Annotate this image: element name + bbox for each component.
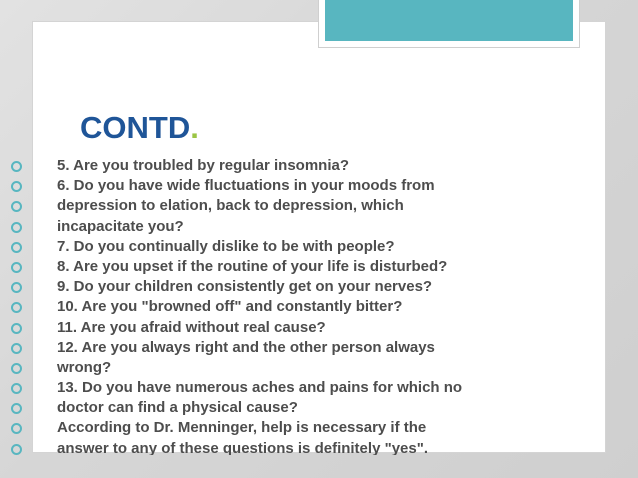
bullet-text: doctor can find a physical cause? [57, 399, 298, 417]
bullet-text: 8. Are you upset if the routine of your life is disturbed? [57, 257, 448, 275]
bullet-item [0, 398, 638, 418]
bullet-item [0, 338, 638, 358]
bullet-item [0, 196, 638, 216]
hollow-circle-bullet-icon [11, 383, 22, 394]
bullet-text: depression to elation, back to depression, which [57, 197, 404, 215]
bullet-item [0, 358, 638, 378]
bullet-item [0, 156, 638, 176]
bullet-list [0, 156, 638, 455]
bullet-item [0, 297, 638, 317]
hollow-circle-bullet-icon [11, 302, 22, 313]
slide-title-dot: . [190, 110, 199, 145]
hollow-circle-bullet-icon [11, 444, 22, 455]
bullet-item [0, 378, 638, 398]
hollow-circle-bullet-icon [11, 222, 22, 233]
hollow-circle-bullet-icon [11, 323, 22, 334]
hollow-circle-bullet-icon [11, 282, 22, 293]
bullet-text: According to Dr. Menninger, help is necessary if the [57, 419, 427, 437]
hollow-circle-bullet-icon [11, 262, 22, 273]
bullet-item [0, 176, 638, 196]
hollow-circle-bullet-icon [11, 403, 22, 414]
bullet-item [0, 439, 638, 455]
bullet-item [0, 318, 638, 338]
bullet-item [0, 277, 638, 297]
bullet-text: incapacitate you? [57, 217, 184, 235]
bullet-item [0, 418, 638, 438]
bullet-item [0, 217, 638, 237]
bullet-item [0, 237, 638, 257]
slide-title-text: CONTD [80, 110, 191, 145]
bullet-text: 7. Do you continually dislike to be with people? [57, 237, 395, 255]
bullet-text: 9. Do your children consistently get on your nerves? [57, 278, 433, 296]
hollow-circle-bullet-icon [11, 343, 22, 354]
bullet-text: answer to any of these questions is definitely "yes". [57, 439, 428, 455]
hollow-circle-bullet-icon [11, 423, 22, 434]
bullet-item [0, 257, 638, 277]
bullet-text: 5. Are you troubled by regular insomnia? [57, 157, 349, 174]
hollow-circle-bullet-icon [11, 242, 22, 253]
bullet-text: 10. Are you "browned off" and constantly bitter? [57, 298, 403, 316]
slide-title [80, 110, 199, 146]
hollow-circle-bullet-icon [11, 181, 22, 192]
bullet-text: 6. Do you have wide fluctuations in your moods from [57, 177, 435, 195]
accent-bar [325, 0, 573, 41]
hollow-circle-bullet-icon [11, 201, 22, 212]
hollow-circle-bullet-icon [11, 161, 22, 172]
bullet-text: wrong? [57, 358, 112, 376]
hollow-circle-bullet-icon [11, 363, 22, 374]
bullet-text: 11. Are you afraid without real cause? [57, 318, 326, 336]
bullet-text: 12. Are you always right and the other person always [57, 338, 435, 356]
bullet-text: 13. Do you have numerous aches and pains for which no [57, 379, 463, 397]
